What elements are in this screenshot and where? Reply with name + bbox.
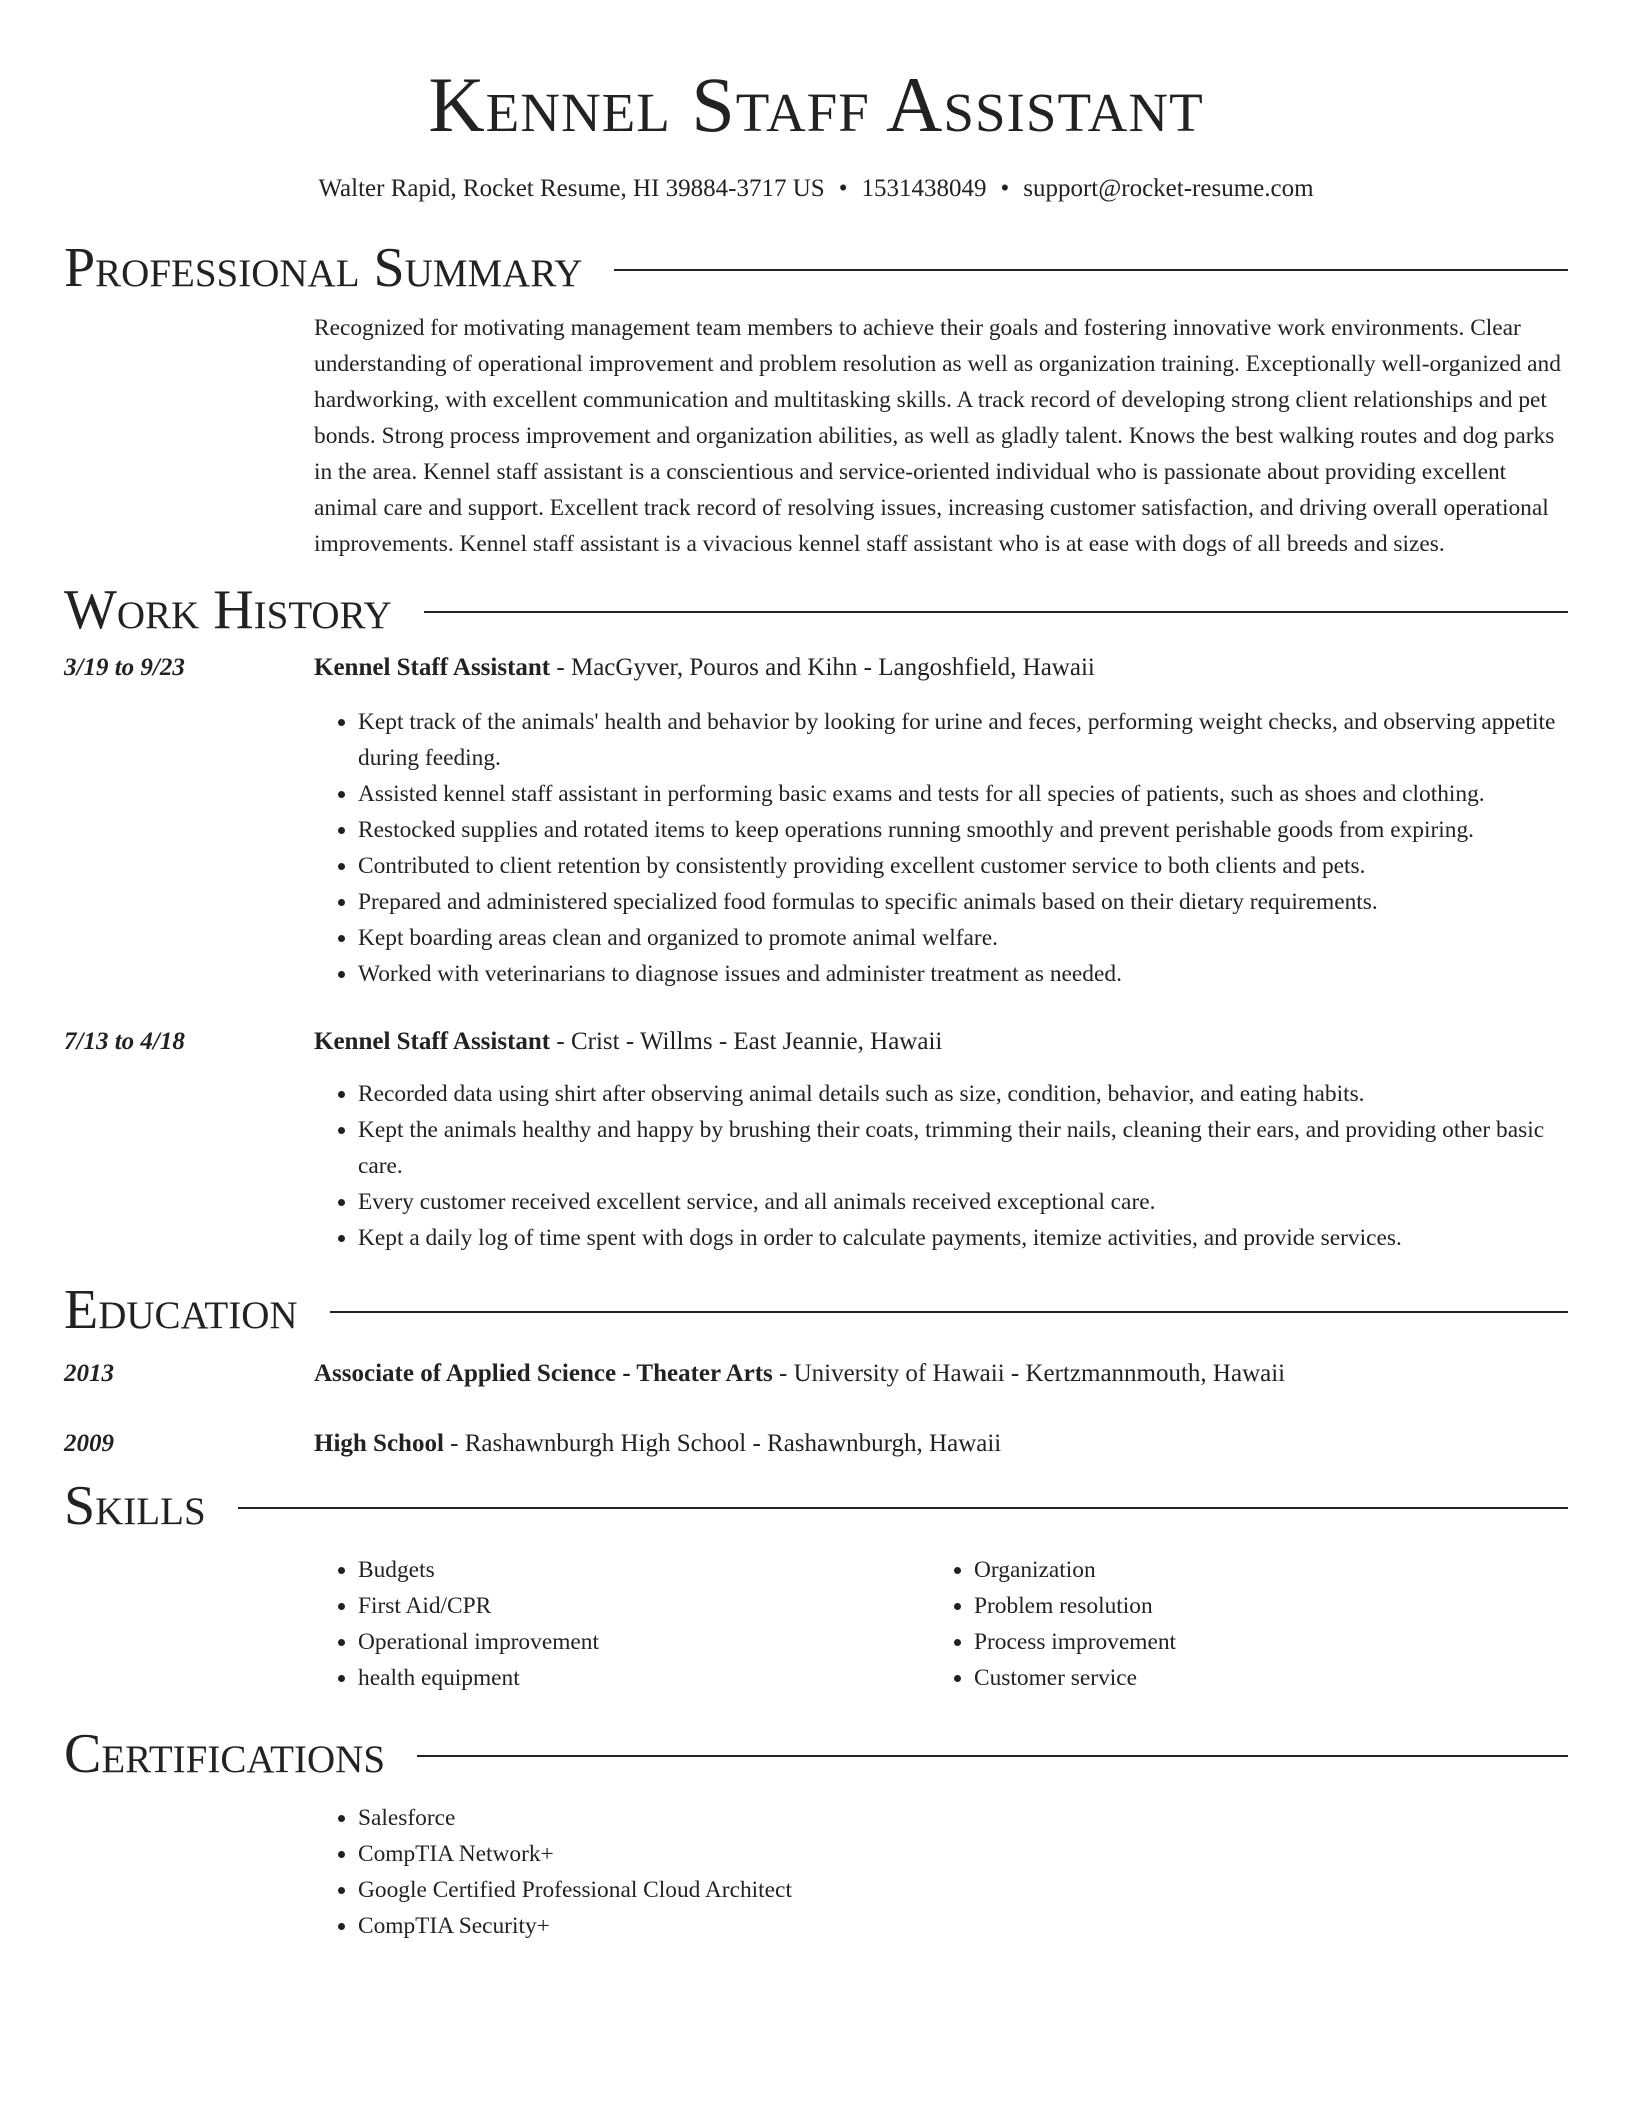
education-degree: High School — [314, 1430, 444, 1457]
job-details: - Crist - Willms - East Jeannie, Hawaii — [550, 1028, 943, 1055]
contact-address: Walter Rapid, Rocket Resume, HI 39884-3717 US — [318, 175, 825, 202]
resume-page — [64, 0, 1568, 1944]
section-heading: Certifications — [64, 1723, 386, 1785]
skill-item: • Organization — [974, 1552, 1176, 1588]
job-title: Kennel Staff Assistant — [314, 654, 551, 681]
education-year: 2013 — [64, 1360, 114, 1387]
resume-title: Kennel Staff Assistant — [428, 61, 1204, 148]
education-year: 2009 — [64, 1430, 114, 1457]
summary-text: Recognized for motivating management team members to achieve their goals and fostering innovative work environments. Clear understanding of operational improvement and problem resolution as well as organization training. Exceptionally well-organized and hardworking, with excellent communication and multitasking skills. A track record of developing strong client relationships and pet bonds. Strong process improvement and organization abilities, as well as gladly talent. Knows the best walking routes and dog parks in the area. Kennel staff assistant is a conscientious and service-oriented individual who is passionate about providing excellent animal care and support. Excellent track record of resolving issues, increasing customer satisfaction, and driving overall operational improvements. Kennel staff assistant is a vivacious kennel staff assistant who is at ease with dogs of all breeds and sizes. — [314, 315, 1561, 557]
list-item: • Restocked supplies and rotated items to keep operations running smoothly and prevent perishable goods from expiring. — [358, 812, 1568, 848]
job-header — [64, 650, 1568, 686]
education-details: - Rashawnburgh High School - Rashawnburgh, Hawaii — [443, 1430, 1002, 1457]
list-item: • Assisted kennel staff assistant in performing basic exams and tests for all species of patients, such as shoes and clothing. — [358, 776, 1568, 812]
section-professional-summary — [64, 236, 1568, 300]
education-heading — [314, 1356, 1285, 1392]
certification-item: • CompTIA Security+ — [358, 1908, 1568, 1944]
section-divider — [424, 611, 1568, 613]
job-title: Kennel Staff Assistant — [314, 1028, 551, 1055]
skills-column-right — [930, 1552, 1176, 1696]
certification-item: • CompTIA Network+ — [358, 1836, 1568, 1872]
section-heading: Skills — [64, 1475, 206, 1537]
contact-separator: • — [1000, 175, 1010, 202]
job-dates: 3/19 to 9/23 — [64, 654, 185, 681]
list-item: • Every customer received excellent service, and all animals received exceptional care. — [358, 1184, 1568, 1220]
skills-column-left — [314, 1552, 930, 1696]
list-item: • Kept boarding areas clean and organized to promote animal welfare. — [358, 920, 1568, 956]
contact-separator: • — [838, 175, 848, 202]
list-item: • Kept a daily log of time spent with dogs in order to calculate payments, itemize activities, and provide services. — [358, 1220, 1568, 1256]
skill-item: • Customer service — [974, 1660, 1176, 1696]
section-heading: Professional Summary — [64, 237, 583, 299]
section-heading: Work History — [64, 579, 392, 641]
list-item: • Contributed to client retention by consistently providing excellent customer service to both clients and pets. — [358, 848, 1568, 884]
section-skills — [64, 1474, 1568, 1538]
education-heading — [314, 1426, 1001, 1462]
skill-item: • First Aid/CPR — [358, 1588, 930, 1624]
job-entry — [64, 1024, 1568, 1256]
skill-item: • Problem resolution — [974, 1588, 1176, 1624]
list-item: • Kept the animals healthy and happy by brushing their coats, trimming their nails, cleaning their ears, and providing other basic care. — [358, 1112, 1568, 1184]
education-degree: Associate of Applied Science - Theater Arts — [314, 1360, 773, 1387]
list-item: • Prepared and administered specialized food formulas to specific animals based on their dietary requirements. — [358, 884, 1568, 920]
skills-list — [314, 1552, 1568, 1696]
contact-line — [64, 172, 1568, 206]
section-divider — [238, 1507, 1568, 1509]
job-dates: 7/13 to 4/18 — [64, 1028, 185, 1055]
contact-email: support@rocket-resume.com — [1023, 175, 1314, 202]
job-entry — [64, 650, 1568, 992]
job-header — [64, 1024, 1568, 1060]
section-divider — [330, 1311, 1568, 1313]
certification-item: • Google Certified Professional Cloud Architect — [358, 1872, 1568, 1908]
job-bullets — [314, 704, 1568, 992]
education-details: - University of Hawaii - Kertzmannmouth, Hawaii — [772, 1360, 1286, 1387]
job-heading — [314, 1024, 942, 1060]
section-education — [64, 1278, 1568, 1342]
certifications-list — [314, 1800, 1568, 1944]
section-divider — [417, 1755, 1568, 1757]
job-bullets — [314, 1076, 1568, 1256]
section-heading: Education — [64, 1279, 298, 1341]
skill-item: • Budgets — [358, 1552, 930, 1588]
section-certifications — [64, 1722, 1568, 1786]
skill-item: • health equipment — [358, 1660, 930, 1696]
section-work-history — [64, 578, 1568, 642]
list-item: • Recorded data using shirt after observing animal details such as size, condition, behavior, and eating habits. — [358, 1076, 1568, 1112]
certification-item: • Salesforce — [358, 1800, 1568, 1836]
skill-item: • Operational improvement — [358, 1624, 930, 1660]
contact-phone: 1531438049 — [861, 175, 987, 202]
education-entry — [64, 1356, 1568, 1392]
education-entry — [64, 1426, 1568, 1462]
job-heading — [314, 650, 1095, 686]
skill-item: • Process improvement — [974, 1624, 1176, 1660]
list-item: • Kept track of the animals' health and behavior by looking for urine and feces, performing weight checks, and observing appetite during feeding. — [358, 704, 1568, 776]
job-details: - MacGyver, Pouros and Kihn - Langoshfield, Hawaii — [550, 654, 1095, 681]
list-item: • Worked with veterinarians to diagnose issues and administer treatment as needed. — [358, 956, 1568, 992]
section-divider — [614, 269, 1568, 271]
